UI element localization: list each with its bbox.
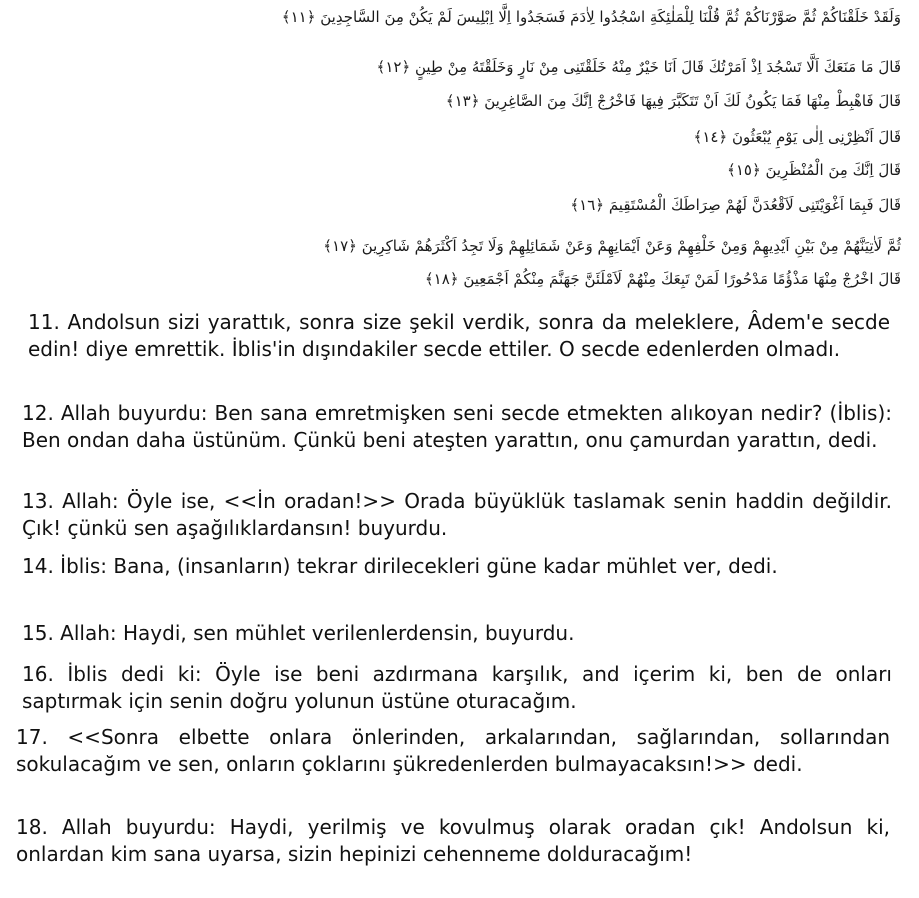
arabic-verse-14: قَالَ اَنْظِرْنِى اِلٰى يَوْمِ يُبْعَثُونَ ﴿١٤﴾ (693, 128, 901, 146)
arabic-verse-15: قَالَ اِنَّكَ مِنَ الْمُنْظَرِينَ ﴿١٥﴾ (727, 161, 901, 179)
translation-verse-18: 18. Allah buyurdu: Haydi, yerilmiş ve kovulmuş olarak oradan çık! Andolsun ki, onlardan kim sana uyarsa, sizin hepinizi cehenneme dolduracağım! (16, 815, 890, 866)
translation-verse-11: 11. Andolsun sizi yarattık, sonra size şekil verdik, sonra da meleklere, Âdem'e secde edin! diye emrettik. İblis'in dışındakiler secde ettiler. O secde edenlerden olmadı. (28, 310, 890, 361)
translation-verse-12: 12. Allah buyurdu: Ben sana emretmişken seni secde etmekten alıkoyan nedir? (İblis): Ben ondan daha üstünüm. Çünkü beni ateşten yarattın, onu çamurdan yarattın, dedi. (22, 401, 892, 452)
translation-verse-13: 13. Allah: Öyle ise, <<İn oradan!>> Orada büyüklük taslamak senin haddin değildir. Çık! çünkü sen aşağılıklardansın! buyurdu. (22, 489, 892, 540)
translation-verse-16: 16. İblis dedi ki: Öyle ise beni azdırmana karşılık, and içerim ki, ben de onları saptırmak için senin doğru yolunun üstüne oturacağım. (22, 662, 892, 713)
translation-verse-14: 14. İblis: Bana, (insanların) tekrar dirilecekleri güne kadar mühlet ver, dedi. (22, 554, 778, 578)
translation-verse-17: 17. <<Sonra elbette onlara önlerinden, arkalarından, sağlarından, sollarından sokulacağım ve sen, onların çoklarını şükredenlerden bulmayacaksın!>> dedi. (16, 725, 890, 776)
arabic-verse-13: قَالَ فَاهْبِطْ مِنْهَا فَمَا يَكُونُ لَكَ اَنْ تَتَكَبَّرَ فِيهَا فَاخْرُجْ اِنَّكَ مِنَ الصَّاغِرِينَ ﴿١٣﴾ (445, 92, 901, 110)
arabic-verse-12: قَالَ مَا مَنَعَكَ اَلَّا تَسْجُدَ اِذْ اَمَرْتُكَ قَالَ اَنَا خَيْرٌ مِنْهُ خَلَقْتَنِى مِنْ نَارٍ وَخَلَقْتَهُ مِنْ طِينٍ ﴿١٢﴾ (376, 58, 901, 76)
translation-verse-15: 15. Allah: Haydi, sen mühlet verilenlerdensin, buyurdu. (22, 621, 575, 645)
arabic-verse-11: وَلَقَدْ خَلَقْنَاكُمْ ثُمَّ صَوَّرْنَاكُمْ ثُمَّ قُلْنَا لِلْمَلٰئِكَةِ اسْجُدُوا لِاٰدَمَ فَسَجَدُوا اِلَّا اِبْلِيسَ لَمْ يَكُنْ مِنَ السَّاجِدِينَ ﴿١١﴾ (281, 8, 901, 26)
arabic-verse-16: قَالَ فَبِمَا اَغْوَيْتَنِى لَاَقْعُدَنَّ لَهُمْ صِرَاطَكَ الْمُسْتَقِيمَ ﴿١٦﴾ (570, 196, 901, 214)
arabic-verse-18: قَالَ اخْرُجْ مِنْهَا مَذْؤُمًا مَدْحُورًا لَمَنْ تَبِعَكَ مِنْهُمْ لَاَمْلَئَنَّ جَهَنَّمَ مِنْكُمْ اَجْمَعِينَ ﴿١٨﴾ (424, 270, 901, 288)
arabic-verse-17: ثُمَّ لَاٰتِيَنَّهُمْ مِنْ بَيْنِ اَيْدِيهِمْ وَمِنْ خَلْفِهِمْ وَعَنْ اَيْمَانِهِمْ وَعَنْ شَمَائِلِهِمْ وَلَا تَجِدُ اَكْثَرَهُمْ شَاكِرِينَ ﴿١٧﴾ (323, 237, 901, 255)
